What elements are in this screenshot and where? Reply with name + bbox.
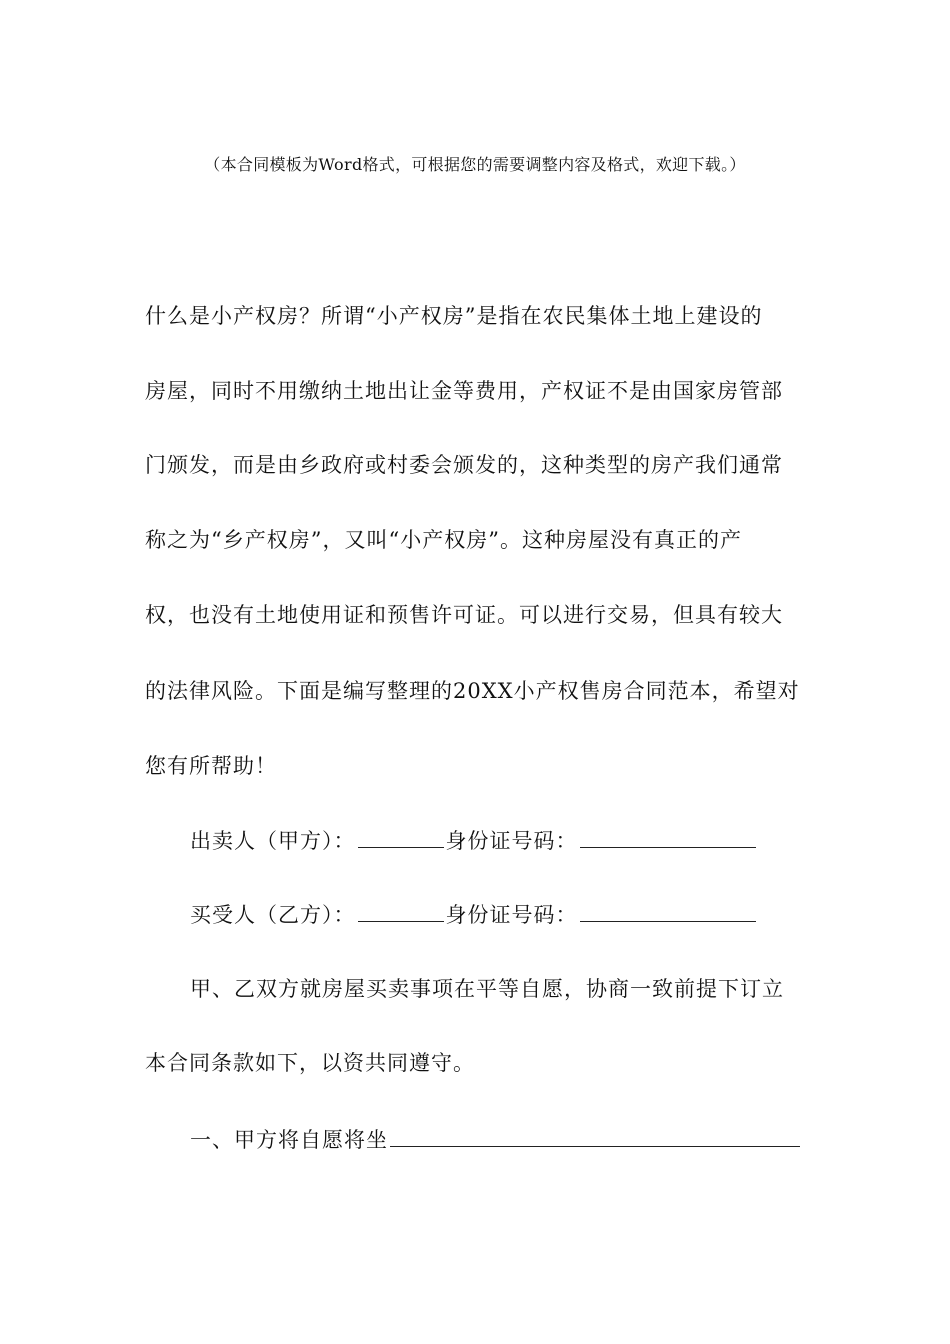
agreement-line-1: 甲、乙双方就房屋买卖事项在平等自愿，协商一致前提下订立 bbox=[190, 977, 784, 1001]
intro-line-3: 门颁发，而是由乡政府或村委会颁发的，这种类型的房产我们通常 bbox=[145, 453, 783, 477]
property-location-blank[interactable] bbox=[390, 1126, 800, 1147]
intro-line-1: 什么是小产权房？所谓“小产权房”是指在农民集体土地上建设的 bbox=[145, 304, 763, 328]
seller-id-blank[interactable] bbox=[580, 827, 756, 848]
intro-line-6: 的法律风险。下面是编写整理的20XX小产权售房合同范本，希望对 bbox=[145, 679, 800, 703]
buyer-line bbox=[190, 899, 850, 929]
template-note: （本合同模板为Word格式，可根据您的需要调整内容及格式，欢迎下载。） bbox=[204, 155, 746, 174]
seller-name-blank[interactable] bbox=[358, 827, 444, 848]
seller-label: 出卖人（甲方）： bbox=[190, 829, 356, 853]
buyer-name-blank[interactable] bbox=[358, 901, 444, 922]
intro-line-5: 权，也没有土地使用证和预售许可证。可以进行交易，但具有较大 bbox=[145, 603, 783, 627]
seller-line bbox=[190, 825, 850, 855]
clause-one-text: 一、甲方将自愿将坐 bbox=[190, 1128, 388, 1152]
seller-id-label: 身份证号码： bbox=[445, 829, 578, 853]
intro-line-4: 称之为“乡产权房”，又叫“小产权房”。这种房屋没有真正的产 bbox=[145, 528, 742, 552]
intro-line-2: 房屋，同时不用缴纳土地出让金等费用，产权证不是由国家房管部 bbox=[145, 379, 783, 403]
clause-one-line bbox=[190, 1124, 850, 1154]
intro-line-7: 您有所帮助！ bbox=[145, 754, 277, 778]
buyer-id-label: 身份证号码： bbox=[445, 903, 578, 927]
buyer-label: 买受人（乙方）： bbox=[190, 903, 356, 927]
agreement-line-2: 本合同条款如下，以资共同遵守。 bbox=[145, 1051, 475, 1075]
buyer-id-blank[interactable] bbox=[580, 901, 756, 922]
